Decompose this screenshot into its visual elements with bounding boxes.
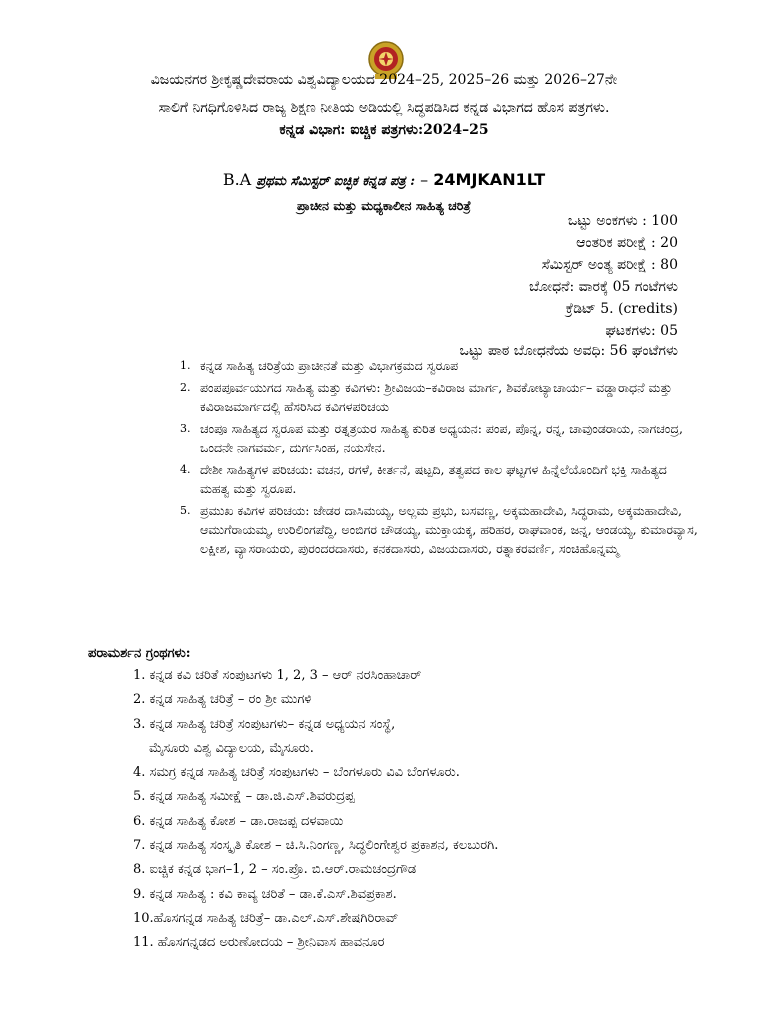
- topic-number: 3.: [180, 422, 191, 435]
- course-title: [100, 170, 668, 189]
- list-item: [180, 378, 700, 416]
- list-item: [180, 356, 700, 375]
- topics-list: [180, 356, 700, 561]
- topic-text: ಚಂಪೂ ಸಾಹಿತ್ಯದ ಸ್ವರೂಪ ಮತ್ತು ರತ್ನತ್ರಯರ ಸಾಹಿತ್ಯ ಕುರಿತ ಅಧ್ಯಯನ: ಪಂಪ, ಪೊನ್ನ, ರನ್ನ, ಚಾವುಂಡರಾಯ, ನಾಗಚಂದ್ರ, ಒಂದನೇ ನಾಗವರ್ಮ, ದುರ್ಗಸಿಂಹ, ನಯಸೇನ.: [200, 421, 683, 455]
- list-item: 8. ಐಚ್ಚಿಕ ಕನ್ನಡ ಭಾಗ–1, 2 – ಸಂ.ಪ್ರೊ. ಬಿ.ಆರ್.ರಾಮಚಂದ್ರಗೌಡ: [133, 862, 417, 878]
- course-dash: –: [420, 170, 429, 189]
- list-item: 7. ಕನ್ನಡ ಸಾಹಿತ್ಯ ಸಂಸ್ಕೃತಿ ಕೋಶ – ಚಿ.ಸಿ.ನಿಂಗಣ್ಣ, ಸಿದ್ಧಲಿಂಗೇಶ್ವರ ಪ್ರಕಾಶನ, ಕಲಬುರಗಿ.: [133, 838, 499, 854]
- meta-credits: ಕ್ರೆಡಿಟ್ 5. (credits): [565, 301, 678, 317]
- meta-total-duration: ಒಟ್ಟು ಪಾಠ ಬೋಧನೆಯ ಅವಧಿ: 56 ಘಂಟೆಗಳು: [459, 343, 678, 359]
- list-item: 1. ಕನ್ನಡ ಕವಿ ಚರಿತೆ ಸಂಪುಟಗಳು 1, 2, 3 – ಆರ್ ನರಸಿಂಹಾಚಾರ್: [133, 668, 422, 683]
- course-title-kn: ಪ್ರಥಮ ಸೆಮಿಸ್ಟರ್ ಐಚ್ಛಿಕ ಕನ್ನಡ ಪತ್ರ :: [256, 174, 416, 189]
- topic-text: ಕನ್ನಡ ಸಾಹಿತ್ಯ ಚರಿತ್ರೆಯ ಪ್ರಾಚೀನತೆ ಮತ್ತು ವಿಭಾಗಕ್ರಮದ ಸ್ವರೂಪ: [200, 358, 459, 373]
- list-item: ಮೈಸೂರು ವಿಶ್ವ ವಿದ್ಯಾಲಯ, ಮೈಸೂರು.: [149, 740, 314, 756]
- list-item: [180, 419, 700, 457]
- list-item: 9. ಕನ್ನಡ ಸಾಹಿತ್ಯ : ಕವಿ ಕಾವ್ಯ ಚರಿತೆ – ಡಾ.ಕೆ.ಎಸ್.ಶಿವಪ್ರಕಾಶ.: [133, 886, 397, 902]
- list-item: 3. ಕನ್ನಡ ಸಾಹಿತ್ಯ ಚರಿತ್ರೆ ಸಂಪುಟಗಳು– ಕನ್ನಡ ಅಧ್ಯಯನ ಸಂಸ್ಥೆ,: [133, 716, 396, 732]
- topic-text: ದೇಶೀ ಸಾಹಿತ್ಯಗಳ ಪರಿಚಯ: ವಚನ, ರಗಳೆ, ಕೀರ್ತನೆ, ಷಟ್ಪದಿ, ತತ್ವಪದ ಕಾಲ ಘಟ್ಟಗಳ ಹಿನ್ನೆಲೆಯೊಂದಿಗೆ ಭಕ್ತಿ ಸಾಹಿತ್ಯದ ಮಹತ್ವ ಮತ್ತು ಸ್ವರೂಪ.: [200, 462, 667, 496]
- meta-semester-end: ಸೆಮಿಸ್ಟರ್ ಅಂತ್ಯ ಪರೀಕ್ಷೆ : 80: [541, 257, 678, 273]
- list-item: 2. ಕನ್ನಡ ಸಾಹಿತ್ಯ ಚರಿತ್ರೆ – ರಂ ಶ್ರೀ ಮುಗಳಿ: [133, 692, 312, 708]
- list-item: 10.ಹೊಸಗನ್ನಡ ಸಾಹಿತ್ಯ ಚರಿತ್ರೆ– ಡಾ.ಎಲ್.ಎಸ್.ಶೇಷಗಿರಿರಾವ್: [133, 910, 399, 926]
- topic-text: ಪಂಪಪೂರ್ವಯುಗದ ಸಾಹಿತ್ಯ ಮತ್ತು ಕವಿಗಳು: ಶ್ರೀವಿಜಯ–ಕವಿರಾಜ ಮಾರ್ಗ, ಶಿವಕೋಟ್ಯಾಚಾರ್ಯ– ವಡ್ಡಾರಾಧನೆ ಮತ್ತು ಕವಿರಾಜಮಾರ್ಗದಲ್ಲಿ ಹೆಸರಿಸಿದ ಕವಿಗಳಪರಿಚಯ: [200, 380, 673, 414]
- course-prefix: B.A: [222, 170, 252, 189]
- meta-units: ಘಟಕಗಳು: 05: [605, 323, 678, 339]
- meta-internal: ಆಂತರಿಕ ಪರೀಕ್ಷೆ : 20: [576, 235, 678, 251]
- course-code: 24MJKAN1LT: [433, 170, 546, 189]
- header-line-3: ಕನ್ನಡ ವಿಭಾಗ: ಐಚ್ಚಿಕ ಪತ್ರಗಳು:2024–25: [279, 122, 489, 138]
- list-item: 4. ಸಮಗ್ರ ಕನ್ನಡ ಸಾಹಿತ್ಯ ಚರಿತ್ರೆ ಸಂಪುಟಗಳು – ಬೆಂಗಳೂರು ವಿವಿ ಬೆಂಗಳೂರು.: [133, 765, 460, 781]
- list-item: 6. ಕನ್ನಡ ಸಾಹಿತ್ಯ ಕೋಶ – ಡಾ.ರಾಜಪ್ಪ ದಳವಾಯಿ: [133, 813, 344, 829]
- topic-number: 4.: [180, 463, 191, 476]
- topic-text: ಪ್ರಮುಖ ಕವಿಗಳ ಪರಿಚಯ: ಜೇಡರ ದಾಸಿಮಯ್ಯ, ಅಲ್ಲಮ ಪ್ರಭು, ಬಸವಣ್ಣ, ಅಕ್ಕಮಹಾದೇವಿ, ಸಿದ್ಧರಾಮ, ಅಕ್ಕಮಹಾದೇವಿ, ಆಮುಗೆರಾಯಮ್ಮ, ಉರಿಲಿಂಗಪೆದ್ದಿ, ಅಂಬಿಗರ ಚೌಡಯ್ಯ, ಮುಕ್ತಾಯಕ್ಕ, ಹರಿಹರ, ರಾಘವಾಂಕ, ಜನ್ನ, ಆಂಡಯ್ಯ, ಕುಮಾರವ್ಯಾಸ, ಲಕ್ಷೀಶ, ವ್ಯಾಸರಾಯರು, ಪುರಂದರದಾಸರು, ಕನಕದಾಸರು, ವಿಜಯದಾಸರು, ರತ್ನಾಕರವರ್ಣಿ, ಸಂಚಿಹೊನ್ನಮ್ಮ: [200, 503, 698, 556]
- meta-total-marks: ಒಟ್ಟು ಅಂಕಗಳು : 100: [567, 213, 678, 229]
- list-item: [180, 501, 700, 558]
- topic-number: 1.: [180, 359, 191, 372]
- topic-number: 5.: [180, 504, 191, 517]
- course-subtitle: ಪ್ರಾಚೀನ ಮತ್ತು ಮಧ್ಯಕಾಲೀನ ಸಾಹಿತ್ಯ ಚರಿತ್ರೆ: [297, 198, 471, 213]
- references-list: [133, 664, 693, 956]
- meta-teaching-hours: ಬೋಧನೆ: ವಾರಕ್ಕೆ 05 ಗಂಟೆಗಳು: [528, 279, 678, 295]
- list-item: [180, 460, 700, 498]
- list-item: 5. ಕನ್ನಡ ಸಾಹಿತ್ಯ ಸಮೀಕ್ಷೆ – ಡಾ.ಜಿ.ಎಸ್.ಶಿವರುದ್ರಪ್ಪ: [133, 789, 355, 805]
- list-item: 11. ಹೊಸಗನ್ನಡದ ಅರುಣೋದಯ – ಶ್ರೀನಿವಾಸ ಹಾವನೂರ: [133, 935, 385, 951]
- references-heading: ಪರಾಮರ್ಶನ ಗ್ರಂಥಗಳು:: [88, 646, 191, 661]
- topic-number: 2.: [180, 381, 191, 394]
- header-line-2: ಸಾಲಿಗೆ ನಿಗಧಿಗೊಳಿಸಿದ ರಾಜ್ಯ ಶಿಕ್ಷಣ ನೀತಿಯ ಅಡಿಯಲ್ಲಿ ಸಿದ್ಧಪಡಿಸಿದ ಕನ್ನಡ ವಿಭಾಗದ ಹೊಸ ಪತ್ರಗಳು.: [158, 100, 610, 116]
- header-line-1: ವಿಜಯನಗರ ಶ್ರೀಕೃಷ್ಣದೇವರಾಯ ವಿಶ್ವವಿದ್ಯಾಲಯದ 2024–25, 2025–26 ಮತ್ತು 2026–27ನೇ: [150, 72, 618, 88]
